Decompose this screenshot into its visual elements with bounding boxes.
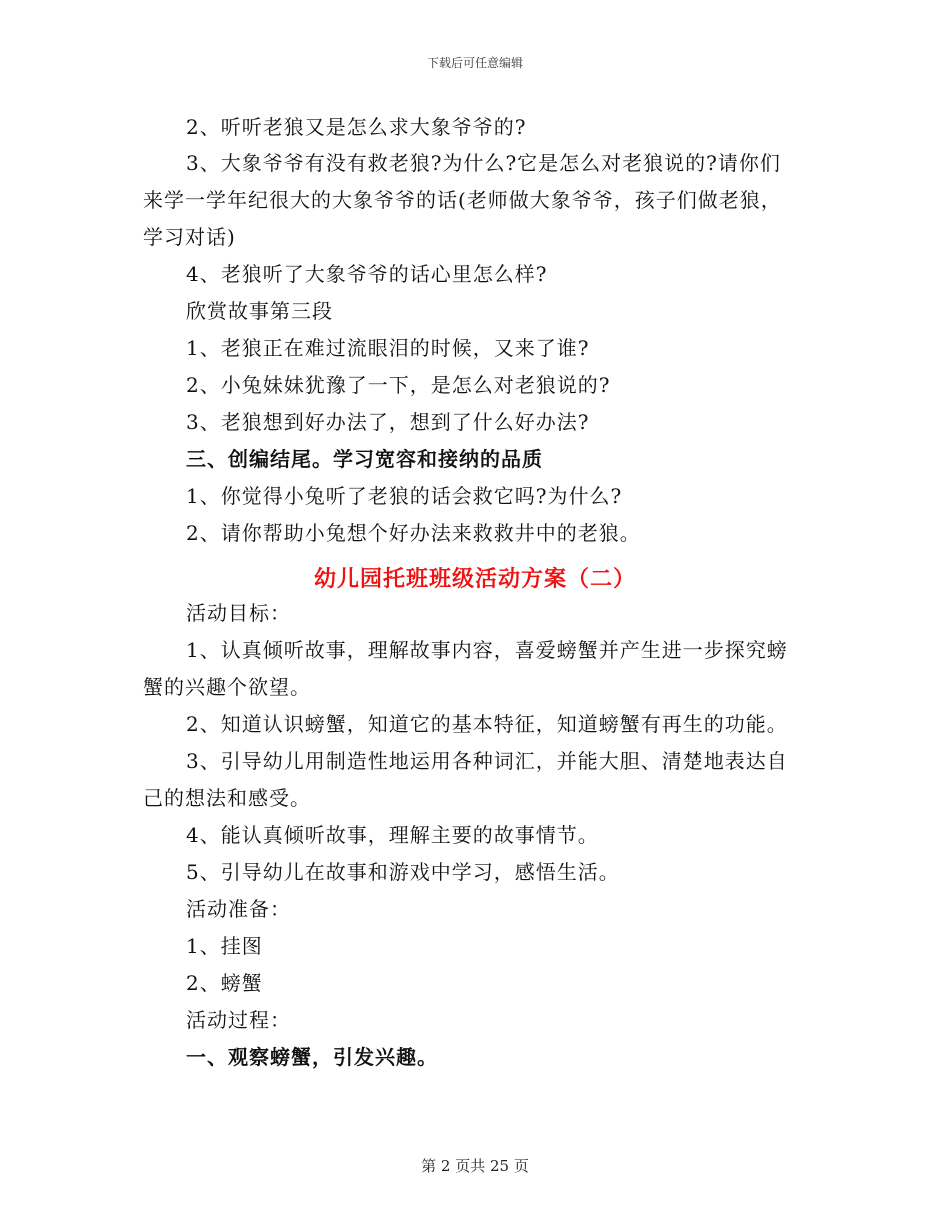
- paragraph-line: 4、老狼听了大象爷爷的话心里怎么样?: [186, 262, 548, 286]
- paragraph-line: 2、请你帮助小兔想个好办法来救救井中的老狼。: [186, 521, 641, 545]
- paragraph-line: 活动过程：: [186, 1008, 291, 1032]
- paragraph-line: 2、小兔妹妹犹豫了一下，是怎么对老狼说的?: [186, 373, 611, 397]
- page-footer: 第 2 页共 25 页: [421, 1157, 529, 1175]
- paragraph-line: 2、螃蟹: [186, 971, 263, 995]
- paragraph-line: 来学一学年纪很大的大象爷爷的话(老师做大象爷爷，孩子们做老狼，: [143, 188, 782, 212]
- paragraph-line: 蟹的兴趣个欲望。: [143, 675, 311, 699]
- paragraph-line: 4、能认真倾听故事，理解主要的故事情节。: [186, 823, 599, 847]
- paragraph-line: 活动目标：: [186, 601, 291, 625]
- paragraph-line: 3、老狼想到好办法了，想到了什么好办法?: [186, 410, 590, 434]
- paragraph-line: 己的想法和感受。: [143, 786, 311, 810]
- section-heading: 一、观察螃蟹，引发兴趣。: [186, 1045, 438, 1069]
- section-heading: 三、创编结尾。学习宽容和接纳的品质: [186, 447, 543, 471]
- paragraph-line: 1、老狼正在难过流眼泪的时候，又来了谁?: [186, 336, 590, 360]
- paragraph-line: 3、大象爷爷有没有救老狼?为什么?它是怎么对老狼说的?请你们: [186, 151, 781, 175]
- paragraph-line: 2、知道认识螃蟹，知道它的基本特征，知道螃蟹有再生的功能。: [186, 712, 788, 736]
- paragraph-line: 3、引导幼儿用制造性地运用各种词汇，并能大胆、清楚地表达自: [186, 749, 788, 773]
- document-title: 幼儿园托班班级活动方案（二）: [313, 566, 636, 592]
- paragraph-line: 2、听听老狼又是怎么求大象爷爷的?: [186, 115, 527, 139]
- paragraph-line: 5、引导幼儿在故事和游戏中学习，感悟生活。: [186, 860, 620, 884]
- paragraph-line: 1、你觉得小兔听了老狼的话会救它吗?为什么?: [186, 484, 623, 508]
- paragraph-line: 学习对话): [143, 225, 236, 249]
- paragraph-line: 活动准备：: [186, 897, 291, 921]
- paragraph-line: 1、挂图: [186, 934, 263, 958]
- page-header: 下载后可任意编辑: [426, 56, 523, 70]
- paragraph-line: 1、认真倾听故事，理解故事内容，喜爱螃蟹并产生进一步探究螃: [186, 638, 788, 662]
- paragraph-line: 欣赏故事第三段: [186, 299, 333, 323]
